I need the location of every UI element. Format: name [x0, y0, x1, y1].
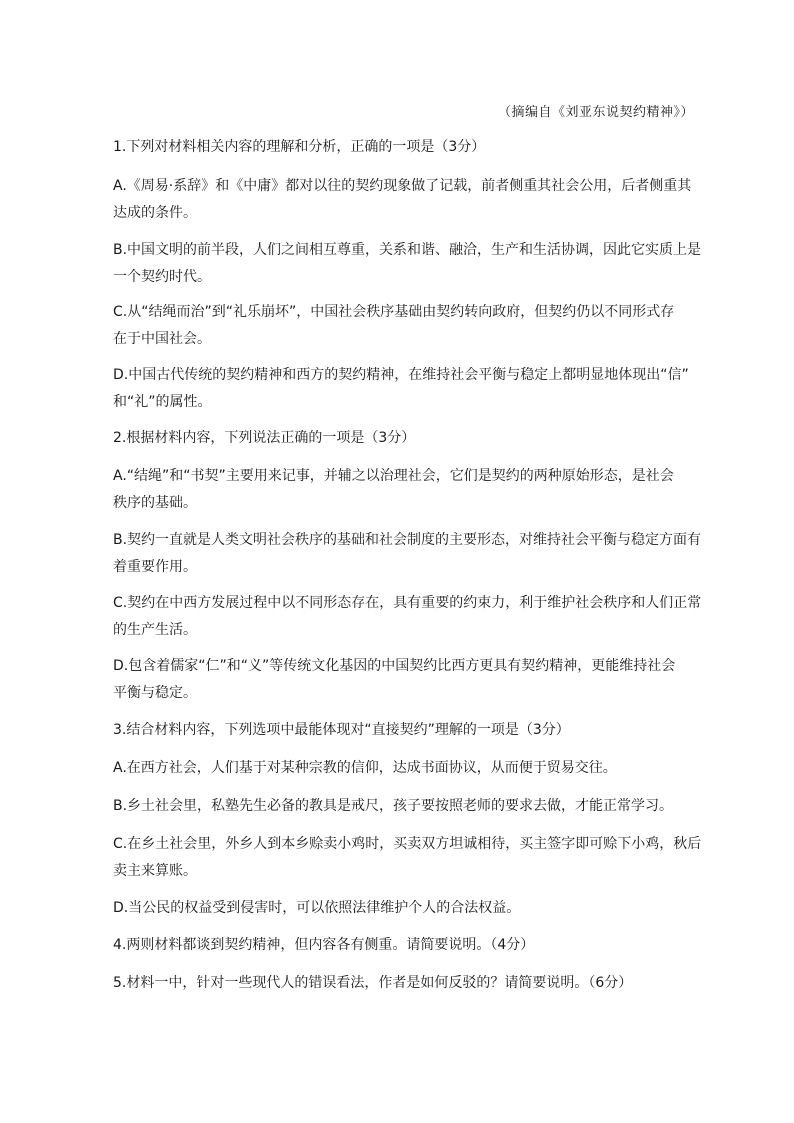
question-3-option-a: A.在西方社会，人们基于对某种宗教的信仰，达成书面协议，从而便于贸易交往。 — [113, 760, 617, 776]
question-2-stem: 2.根据材料内容，下列说法正确的一项是（3分） — [113, 430, 416, 446]
question-2-option-d-line-2: 平衡与稳定。 — [113, 685, 197, 701]
question-1-option-d-line-1: D.中国古代传统的契约精神和西方的契约精神，在维持社会平衡与稳定上都明显地体现出“信” — [113, 367, 689, 383]
question-4-stem: 4.两则材料都谈到契约精神，但内容各有侧重。请简要说明。（4分） — [113, 937, 535, 953]
question-3-option-b: B.乡土社会里，私塾先生必备的教具是戒尺，孩子要按照老师的要求去做，才能正常学习。 — [113, 798, 674, 814]
question-3-option-c-line-1: C.在乡土社会里，外乡人到本乡赊卖小鸡时，买卖双方坦诚相待，买主签字即可赊下小鸡，秋后 — [113, 836, 702, 852]
question-3-option-c-line-2: 卖主来算账。 — [113, 863, 197, 879]
question-3-stem: 3.结合材料内容，下列选项中最能体现对“直接契约”理解的一项是（3分） — [113, 722, 570, 738]
question-2-option-d-line-1: D.包含着儒家“仁”和“义”等传统文化基因的中国契约比西方更具有契约精神，更能维持社会 — [113, 658, 676, 674]
question-3-option-d: D.当公民的权益受到侵害时，可以依照法律维护个人的合法权益。 — [113, 900, 521, 916]
question-1-stem: 1.下列对材料相关内容的理解和分析，正确的一项是（3分） — [113, 139, 486, 155]
question-2-option-c-line-2: 的生产生活。 — [113, 622, 197, 638]
question-1-option-a-line-2: 达成的条件。 — [113, 205, 197, 221]
question-1-option-c-line-1: C.从“结绳而治”到“礼乐崩坏”，中国社会秩序基础由契约转向政府，但契约仍以不同形式存 — [113, 304, 675, 320]
question-2-option-b-line-2: 着重要作用。 — [113, 559, 197, 575]
question-5-stem: 5.材料一中，针对一些现代人的错误看法，作者是如何反驳的？请简要说明。（6分） — [113, 975, 633, 991]
question-2-option-c-line-1: C.契约在中西方发展过程中以不同形态存在，具有重要的约束力，利于维护社会秩序和人们正常 — [113, 595, 702, 611]
question-2-option-a-line-1: A.“结绳”和“书契”主要用来记事，并辅之以治理社会，它们是契约的两种原始形态，是社会 — [113, 468, 674, 484]
question-1-option-b-line-2: 一个契约时代。 — [113, 269, 211, 285]
question-1-option-d-line-2: 和“礼”的属性。 — [113, 394, 212, 410]
question-1-option-b-line-1: B.中国文明的前半段，人们之间相互尊重，关系和谐、融洽，生产和生活协调，因此它实质上是 — [113, 242, 702, 258]
question-2-option-a-line-2: 秩序的基础。 — [113, 495, 197, 511]
source-note: （摘编自《刘亚东说契约精神》） — [497, 105, 694, 120]
question-1-option-a-line-1: A.《周易·系辞》和《中庸》都对以往的契约现象做了记载，前者侧重其社会公用，后者侧重其 — [113, 178, 692, 194]
question-1-option-c-line-2: 在于中国社会。 — [113, 331, 211, 347]
question-2-option-b-line-1: B.契约一直就是人类文明社会秩序的基础和社会制度的主要形态，对维持社会平衡与稳定方面有 — [113, 532, 702, 548]
